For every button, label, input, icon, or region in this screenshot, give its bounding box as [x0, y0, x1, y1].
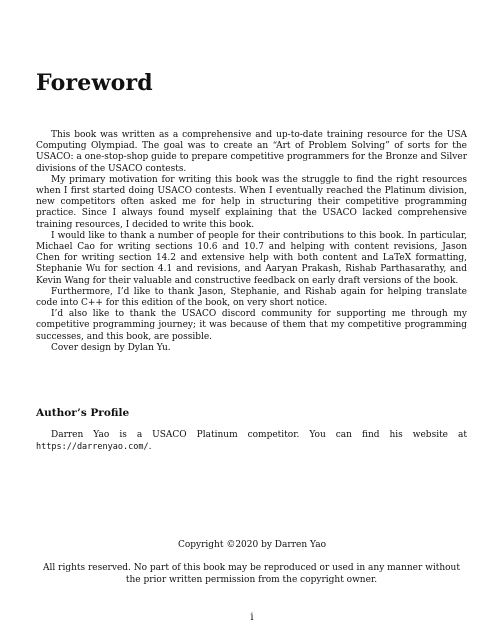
- copyright-notice: Copyright ©2020 by Darren Yao: [177, 540, 327, 550]
- paragraph: I would like to thank a number of people for their contributions to this book. In particular, Michael Cao for writing sections 10.6 and 10.7 and helping with content revisions, Jason Chen for writing section 14.2 and extensive help with both content and LaTeX formatting, Stephanie Wu for section 4.1 and revisions, and Aaryan Prakash, Rishab Parthasarathy, and Kevin Wang for their valuable and constructive feedback on early draft versions of the book.: [36, 230, 467, 286]
- paragraph: Cover design by Dylan Yu.: [51, 342, 171, 353]
- paragraph: This book was written as a comprehensive and up-to-date training resource for the USA Computing Olympiad. The goal was to create an “Art of Problem Solving” of sorts for the USACO: a one-stop-shop guide to prepare competitive programmers for the Bronze and Silver divisions of the USACO contests.: [36, 130, 467, 174]
- paragraph: I’d also like to thank the USACO discord community for supporting me through my competitive programming journey; it was because of them that my competitive programming successes, and this book, are possible.: [36, 309, 467, 342]
- profile-text: Darren Yao is a USACO Platinum competitor. You can find his website at: [51, 430, 467, 440]
- paragraph: My primary motivation for writing this book was the struggle to find the right resources when I first started doing USACO contests. When I eventually reached the Platinum division, new competitors often asked me for help in structuring their competitive programming practice. Since I always found myself explaining that the USACO lacked comprehensive training resources, I decided to write this book.: [36, 174, 467, 230]
- profile-trailing: .: [148, 441, 152, 452]
- paragraph: Furthermore, I’d like to thank Jason, Stephanie, and Rishab again for helping translate code into C++ for this edition of the book, on very short notice.: [36, 286, 467, 309]
- page-number: i: [250, 612, 254, 623]
- chapter-title: Foreword: [36, 70, 153, 96]
- author-profile: [36, 430, 467, 453]
- rights-notice: All rights reserved. No part of this book may be reproduced or used in any manner without the prior written permission from the copyright owner.: [43, 563, 460, 585]
- foreword-body: [36, 130, 467, 354]
- profile-paragraph: [36, 430, 467, 453]
- website-link[interactable]: https://darrenyao.com/: [36, 441, 149, 452]
- section-heading: Author’s Profile: [36, 407, 130, 419]
